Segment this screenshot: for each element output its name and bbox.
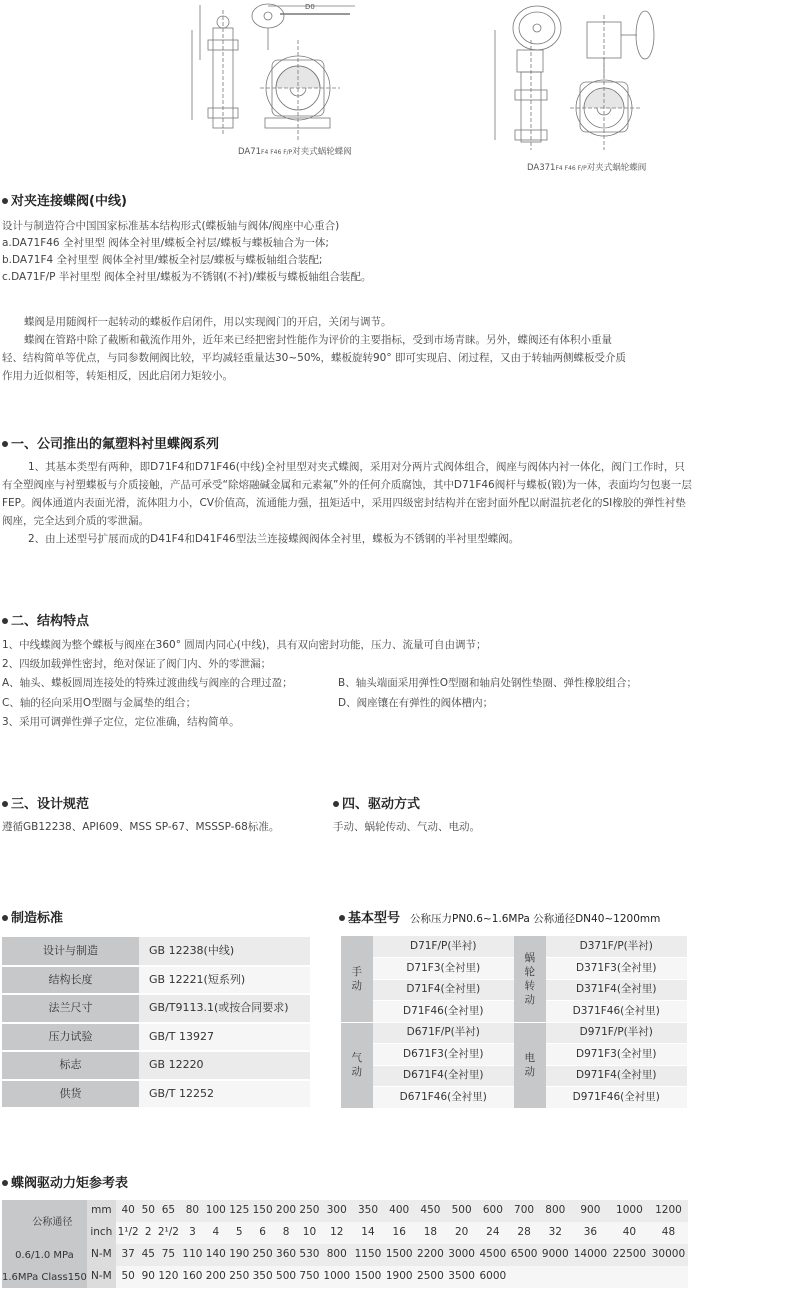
models-group-label [514,936,546,1022]
torque-cell: 40 [610,1222,649,1244]
torque-cell: 65 [156,1200,181,1222]
torque-cell: 250 [298,1200,321,1222]
model-cell: D371F/P(半衬) [546,936,687,958]
torque-unit: N-M [87,1266,116,1288]
structure-line-1: 1、中线蝶阀为整个蝶板与阀座在360° 圆周内同心(中线)，具有双向密封功能，压力、流量可自由调节； [2,639,487,651]
torque-cell [508,1266,539,1288]
torque-pressure-label-2: 1.6MPa Class150 [2,1266,87,1288]
wafer-line-1: 设计与制造符合中国国家标准基本结构形式(蝶板轴与阀体/阀座中心重合) [2,220,340,232]
torque-cell: 36 [571,1222,610,1244]
torque-cell: 1200 [649,1200,688,1222]
torque-cell: 6000 [477,1266,508,1288]
torque-cell: 2 [140,1222,156,1244]
standards-value: GB 12220 [139,1051,310,1080]
section-structure-title: 二、结构特点 [2,613,89,632]
right-figure-caption [527,162,646,174]
torque-cell: 400 [384,1200,415,1222]
torque-cell: 14 [352,1222,383,1244]
torque-cell: 6 [251,1222,274,1244]
torque-cell: 1150 [352,1244,383,1266]
bullet-dot [339,915,345,921]
section-spec-title: 三、设计规范 [2,796,89,815]
models-subtitle: 公称压力PN0.6~1.6MPa 公称通径DN40~1200mm [410,913,661,925]
model-cell: D971F4(全衬里) [546,1065,687,1087]
model-cell: D971F3(全衬里) [546,1044,687,1066]
left-valve-drawing [180,0,370,150]
torque-row [2,1266,688,1288]
torque-cell: 150 [251,1200,274,1222]
standards-row [2,966,310,995]
models-table [341,936,687,1109]
models-group-label [341,936,373,1022]
section-series-title: 一、公司推出的氟塑料衬里蝶阀系列 [2,436,219,455]
intro-paragraph-2: 蝶阀在管路中除了截断和截流作用外，近年来已经把密封性能作为评价的主要指标，受到市场青睐。另外，蝶阀还有体积小重量轻、结构简单等优点，与同参数闸阀比较，平均减轻重量达30~50%，蝶板旋转90° 即可实现启、闭过程，又由于转轴两侧蝶板受介质作用力近似相等，转矩相反，因此启闭力矩较小。 [2,334,626,382]
torque-cell: 48 [649,1222,688,1244]
torque-cell: 1900 [384,1266,415,1288]
standards-row [2,994,310,1023]
model-cell: D671F3(全衬里) [373,1044,514,1066]
torque-cell: 22500 [610,1244,649,1266]
model-cell: D71F4(全衬里) [373,979,514,1001]
torque-title: 蝶阀驱动力矩参考表 [2,1175,128,1194]
models-group-label-text: 手动 [351,965,363,992]
standards-row [2,937,310,966]
torque-cell: 300 [321,1200,352,1222]
standards-row [2,1051,310,1080]
series-paragraph-2: 2、由上述型号扩展而成的D41F4和D41F46型法兰连接蝶阀阀体全衬里，蝶板为不锈钢的半衬里型蝶阀。 [28,533,520,545]
torque-unit: mm [87,1200,116,1222]
torque-cell: 1¹/2 [116,1222,141,1244]
torque-cell: 900 [571,1200,610,1222]
torque-cell [610,1266,649,1288]
torque-cell: 1000 [321,1266,352,1288]
torque-nominal-label-text: 公称通径 [32,1216,73,1228]
torque-cell: 800 [321,1244,352,1266]
section-drive-title: 四、驱动方式 [333,796,420,815]
torque-cell: 110 [181,1244,204,1266]
torque-cell: 100 [204,1200,227,1222]
standards-table [2,937,310,1109]
model-cell: D971F/P(半衬) [546,1022,687,1044]
torque-cell: 5 [228,1222,251,1244]
torque-cell: 800 [540,1200,571,1222]
bullet-dot [2,915,8,921]
torque-cell: 3 [181,1222,204,1244]
torque-cell: 2¹/2 [156,1222,181,1244]
models-group-label-text: 电动 [524,1052,535,1078]
torque-cell: 160 [181,1266,204,1288]
torque-cell [571,1266,610,1288]
model-cell: D71F/P(半衬) [373,936,514,958]
torque-cell: 1500 [352,1266,383,1288]
torque-cell: 750 [298,1266,321,1288]
torque-cell: 2500 [415,1266,446,1288]
torque-cell: 12 [321,1222,352,1244]
torque-cell: 250 [228,1266,251,1288]
torque-cell: 2200 [415,1244,446,1266]
torque-cell: 32 [540,1222,571,1244]
standards-title: 制造标准 [2,910,63,929]
right-caption-sub: F4 F46 F/P [555,165,587,172]
intro-paragraph-1: 蝶阀是用随阀杆一起转动的蝶板作启闭件，用以实现阀门的开启，关闭与调节。 [24,316,392,328]
wafer-line-3: b.DA71F4 全衬里型 阀体全衬里/蝶板全衬层/蝶板与蝶板轴组合装配; [2,254,323,266]
left-caption-text: 对夹式蜗轮蝶阀 [292,147,352,157]
section-wafer-title: 对夹连接蝶阀(中线) [2,193,127,212]
standards-row [2,1080,310,1109]
right-caption-text: 对夹式蜗轮蝶阀 [586,163,647,173]
torque-cell: 3500 [446,1266,477,1288]
standards-row [2,1023,310,1052]
torque-cell: 120 [156,1266,181,1288]
models-group-label-text: 气动 [351,1052,363,1078]
torque-nominal-label [2,1200,87,1244]
standards-key: 供货 [2,1080,139,1109]
torque-cell: 90 [140,1266,156,1288]
standards-value: GB 12221(短系列) [139,966,310,995]
torque-row [2,1222,688,1244]
torque-cell: 350 [352,1200,383,1222]
bullet-dot [333,801,339,807]
left-figure-caption [238,146,352,158]
bullet-dot [2,801,8,807]
torque-cell: 3000 [446,1244,477,1266]
model-cell: D71F46(全衬里) [373,1001,514,1023]
models-row [341,1022,687,1044]
torque-cell [649,1266,688,1288]
torque-cell: 190 [228,1244,251,1266]
torque-cell: 1500 [384,1244,415,1266]
torque-cell: 16 [384,1222,415,1244]
torque-cell: 8 [274,1222,297,1244]
series-paragraph-1: 1、其基本类型有两种，即D71F4和D71F46(中线)全衬里型对夹式蝶阀，采用对分两片式阀体组合，阀座与阀体内衬一体化，阀门工作时，只有全塑阀座与衬塑蝶板与介质接触，产品可承受“除熔融碱金属和元素氟”外的任何介质腐蚀，其中D71F46阀杆与蝶板(锻)为一体，表面均匀包裹一层FEP。阀体通道内表面光滑，流体阻力小，CV价值高，流通能力强，扭矩适中，采用四级密封结构并在密封面外配以耐温抗老化的SI橡胶的弹性衬垫阀座，完全达到介质的零泄漏。 [2,461,692,527]
torque-cell: 24 [477,1222,508,1244]
torque-cell: 50 [116,1266,141,1288]
torque-cell: 75 [156,1244,181,1266]
structure-line-b: B、轴头端面采用弹性O型圈和轴肩处钢性垫圈、弹性橡胶组合； [338,677,637,689]
torque-cell: 1000 [610,1200,649,1222]
model-cell: D371F3(全衬里) [546,958,687,980]
torque-cell: 14000 [571,1244,610,1266]
model-cell: D371F46(全衬里) [546,1001,687,1023]
torque-cell [540,1266,571,1288]
right-caption-model: DA371 [527,163,556,173]
standards-key: 法兰尺寸 [2,994,139,1023]
bullet-dot [2,618,8,624]
standards-key: 结构长度 [2,966,139,995]
torque-cell: 4 [204,1222,227,1244]
torque-cell: 125 [228,1200,251,1222]
structure-line-2: 2、四级加载弹性密封，绝对保证了阀门内、外的零泄漏； [2,658,272,670]
torque-cell: 30000 [649,1244,688,1266]
structure-line-a: A、轴头、蝶板圆周连接处的特殊过渡曲线与阀座的合理过盈； [2,677,293,689]
torque-cell: 18 [415,1222,446,1244]
torque-unit: inch [87,1222,116,1244]
torque-cell: 350 [251,1266,274,1288]
torque-cell: 20 [446,1222,477,1244]
torque-cell: 500 [446,1200,477,1222]
torque-cell: 140 [204,1244,227,1266]
torque-cell: 28 [508,1222,539,1244]
standards-value: GB/T9113.1(或按合同要求) [139,994,310,1023]
models-row [341,936,687,958]
standards-key: 设计与制造 [2,937,139,966]
model-cell: D71F3(全衬里) [373,958,514,980]
torque-row [2,1200,688,1222]
wafer-line-2: a.DA71F46 全衬里型 阀体全衬里/蝶板全衬层/蝶板与蝶板轴合为一体; [2,237,329,249]
models-group-label [514,1022,546,1108]
torque-table [2,1200,688,1288]
left-caption-model: DA71 [238,147,262,157]
spec-text: 遵循GB12238、API609、MSS SP-67、MSSSP-68标准。 [2,821,280,833]
standards-key: 标志 [2,1051,139,1080]
bullet-dot [2,1180,8,1186]
torque-unit: N-M [87,1244,116,1266]
standards-value: GB 12238(中线) [139,937,310,966]
model-cell: D971F46(全衬里) [546,1087,687,1109]
torque-cell: 200 [274,1200,297,1222]
torque-cell: 10 [298,1222,321,1244]
standards-value: GB/T 13927 [139,1023,310,1052]
torque-cell: 6500 [508,1244,539,1266]
torque-cell: 530 [298,1244,321,1266]
structure-line-c: C、轴的径向采用O型圈与金属垫的组合； [2,697,197,709]
right-valve-drawing [475,0,675,165]
torque-cell: 600 [477,1200,508,1222]
torque-row [2,1244,688,1266]
model-cell: D371F4(全衬里) [546,979,687,1001]
structure-line-3: 3、采用可调弹性弹子定位，定位准确，结构简单。 [2,716,240,728]
model-cell: D671F/P(半衬) [373,1022,514,1044]
torque-cell: 360 [274,1244,297,1266]
torque-cell: 50 [140,1200,156,1222]
standards-value: GB/T 12252 [139,1080,310,1109]
figure-right-valve-drawing [475,0,675,180]
torque-cell: 700 [508,1200,539,1222]
bullet-dot [2,441,8,447]
torque-cell: 250 [251,1244,274,1266]
figure-left-valve-drawing [180,0,370,165]
torque-cell: 9000 [540,1244,571,1266]
models-group-label-text: 蜗轮转动 [524,951,535,1006]
torque-pressure-label-1: 0.6/1.0 MPa [2,1244,87,1266]
wafer-line-4: c.DA71F/P 半衬里型 阀体全衬里/蝶板为不锈钢(不衬)/蝶板与蝶板轴组合装配。 [2,271,372,283]
bullet-dot [2,198,8,204]
torque-cell: 450 [415,1200,446,1222]
standards-key: 压力试验 [2,1023,139,1052]
torque-cell: 45 [140,1244,156,1266]
left-caption-sub: F4 F46 F/P [261,149,293,156]
torque-cell: 200 [204,1266,227,1288]
structure-line-d: D、阀座镶在有弹性的阀体槽内； [338,697,494,709]
torque-cell: 40 [116,1200,141,1222]
torque-cell: 37 [116,1244,141,1266]
drive-text: 手动、蜗轮传动、气动、电动。 [333,821,480,833]
model-cell: D671F46(全衬里) [373,1087,514,1109]
torque-cell: 500 [274,1266,297,1288]
models-group-label [341,1022,373,1108]
torque-cell: 80 [181,1200,204,1222]
dim-d0-label: D0 [305,3,315,11]
model-cell: D671F4(全衬里) [373,1065,514,1087]
torque-cell: 4500 [477,1244,508,1266]
models-title: 基本型号 公称压力PN0.6~1.6MPa 公称通径DN40~1200mm [339,910,660,929]
